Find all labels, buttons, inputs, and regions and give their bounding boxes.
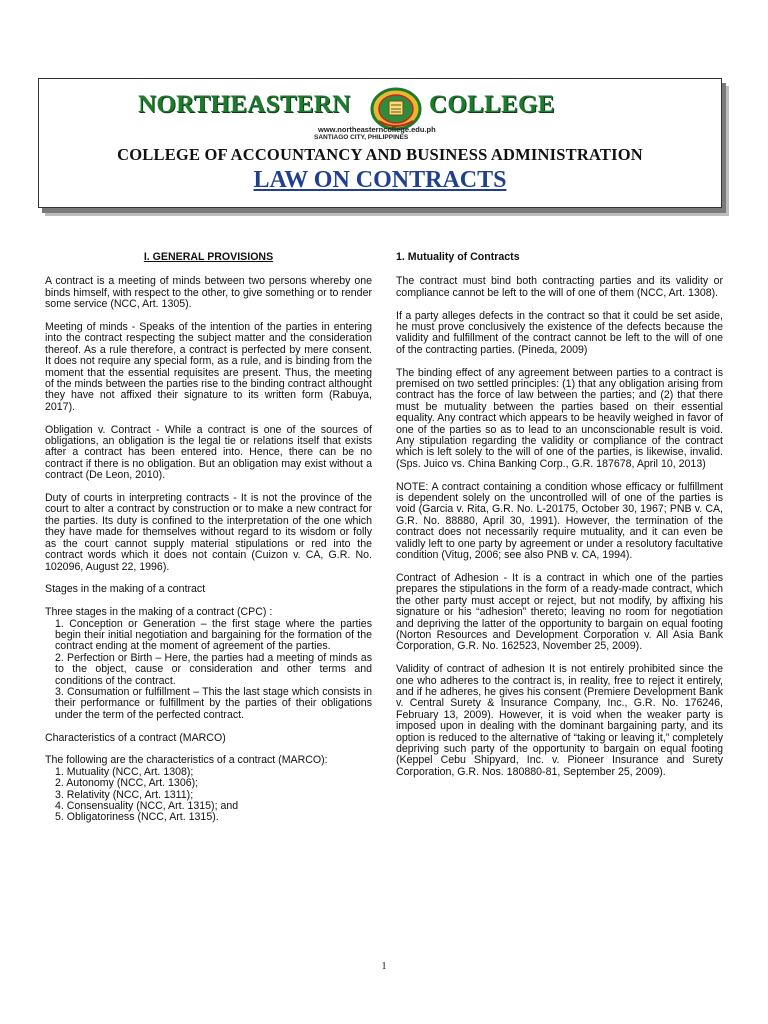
- list-item: 3. Consumation or fulfillment – This the last stage which consists in their performance or fulfillment by the parties of their obligations under the term of the perfected contract.: [55, 685, 372, 721]
- list-item: 4. Consensuality (NCC, Art. 1315); and: [55, 799, 239, 812]
- section-heading-general-provisions: I. GENERAL PROVISIONS: [143, 251, 274, 263]
- paragraph-stages-title: Stages in the making of a contract: [45, 583, 206, 596]
- characteristics-intro: The following are the characteristics of a contract (MARCO):: [45, 754, 328, 767]
- paragraph-characteristics-title: Characteristics of a contract (MARCO): [45, 731, 226, 744]
- department-title: COLLEGE OF ACCOUNTANCY AND BUSINESS ADMINISTRATION: [117, 145, 643, 164]
- paragraph-meeting-of-minds: Meeting of minds - Speaks of the intention of the parties in entering into the contract respecting the subject matter and the consideration thereof. As a rule therefore, a contract is perfected by mere consent. It does not require any special form, as a rule, and is binding from the moment that the essential requisites are present. Thus, the meeting of the minds between the parties rise to the binding contract althought they have not affixed their signature to its written form (Rabuya, 2017).: [45, 321, 372, 413]
- list-item: 3. Relativity (NCC, Art. 1311);: [55, 788, 194, 801]
- section-heading-mutuality: 1. Mutuality of Contracts: [396, 251, 520, 263]
- list-item: 2. Autonomy (NCC, Art. 1306);: [55, 777, 199, 790]
- right-column: [396, 252, 723, 790]
- list-item: 2. Perfection or Birth – Here, the parties had a meeting of minds as to the object, cause or consideration and other terms and conditions of the contract.: [55, 651, 372, 687]
- header-box: [38, 78, 722, 208]
- college-address: SANTIAGO CITY, PHILIPPINES: [314, 134, 409, 141]
- paragraph-duty-of-courts: Duty of courts in interpreting contracts - It is not the province of the court to alter a contract by construction or to make a new contract for the parties. Its duty is confined to the interpretation of the one which they have made for themselves without regard to its wisdom or folly as the court cannot supply material stipulations or red into the contract words which it does not contain (Cuizon v. CA, G.R. No. 102096, August 22, 1996).: [45, 492, 372, 573]
- paragraph-mutuality-rule: The contract must bind both contracting parties and its validity or compliance cannot be left to the will of one of them (NCC, Art. 1308).: [396, 275, 723, 299]
- paragraph-defects: If a party alleges defects in the contract so that it could be set aside, he must prove conclusively the existence of the defects because the validity and fulfillment of the contract cannot be left to the will of one of the contracting parties. (Pineda, 2009): [396, 309, 723, 356]
- college-logo-banner: [39, 87, 721, 141]
- paragraph-contract-definition: A contract is a meeting of minds between two persons whereby one binds himself, with respect to the other, to give something or to render some service (NCC, Art. 1305).: [45, 275, 372, 311]
- paragraph-validity-of-adhesion: Validity of contract of adhesion It is not entirely prohibited since the one who adheres to the contract is, in reality, free to reject it entirely, and if he adheres, he gives his consent (Premiere Development Bank v. Central Surety & Insurance Company, Inc., G.R. No. 176246, February 13, 2009). However, it is void when the weaker party is imposed upon in dealing with the dominant bargaining party, and its option is reduced to the alternative of “taking or leaving it,” completely depriving such party of the opportunity to bargain on equal footing (Keppel Cebu Shipyard, Inc. v. Pioneer Insurance and Surety Corporation, G.R. Nos. 180880-81, September 25, 2009).: [396, 663, 723, 778]
- list-item: 1. Mutuality (NCC, Art. 1308);: [55, 765, 194, 778]
- document-title: LAW ON CONTRACTS: [253, 167, 507, 193]
- left-column: [45, 252, 372, 835]
- page-number: 1: [381, 961, 387, 972]
- list-item: 1. Conception or Generation – the first stage where the parties begin their initial negotiation and bargaining for the formation of the contract ending at the moment of agreement of the parties.: [55, 617, 372, 653]
- paragraph-binding-effect: The binding effect of any agreement between parties to a contract is premised on two settled principles: (1) that any obligation arising from contract has the force of law between the parties; and (2) that there must be mutuality between the parties based on their essential equality. Any contract which appears to be heavily weighed in favor of one of the parties so as to lead to an unconscionable result is void. Any stipulation regarding the validity or compliance of the contract which is left solely to the will of one of the parties, is likewise, invalid. (Sps. Juico vs. China Banking Corp., G.R. 187678, April 10, 2013): [396, 366, 723, 470]
- paragraph-note: NOTE: A contract containing a condition whose efficacy or fulfillment is dependent solely on the uncontrolled will of one of the parties is void (Garcia v. Rita, G.R. No. L-20175, October 30, 1967; PNB v. CA, G.R. No. 88880, April 30, 1991). However, the termination of the contract does not necessarily require mutuality, and it can even be validly left to one party by agreement or under a resolutory facultative condition (Vitug, 2006; see also PNB v. CA, 1994).: [396, 480, 723, 562]
- paragraph-contract-of-adhesion: Contract of Adhesion - It is a contract in which one of the parties prepares the stipulations in the form of a ready-made contract, which the other party must accept or reject, but not modify, by affixing his signature or his “adhesion” thereto; leaving no room for negotiation and depriving the latter of the opportunity to bargain on equal footing (Norton Resources and Development Corporation v. All Asia Bank Corporation, G.R. No. 162523, November 25, 2009).: [396, 571, 723, 653]
- list-item: 5. Obligatoriness (NCC, Art. 1315).: [55, 811, 219, 824]
- stages-intro: Three stages in the making of a contract (CPC) :: [45, 606, 273, 619]
- college-website: www.northeasterncollege.edu.ph: [318, 125, 436, 134]
- college-name-left: NORTHEASTERN: [138, 91, 351, 118]
- paragraph-obligation-v-contract: Obligation v. Contract - While a contract is one of the sources of obligations, an obligation is the legal tie or relations itself that exists after a contract has been entered into. Hence, there can be no contract if there is no obligation. But an obligation may exist without a contract (De Leon, 2010).: [45, 423, 372, 482]
- stages-list: [45, 607, 372, 721]
- college-name-right: COLLEGE: [429, 91, 555, 118]
- characteristics-list: [45, 755, 372, 823]
